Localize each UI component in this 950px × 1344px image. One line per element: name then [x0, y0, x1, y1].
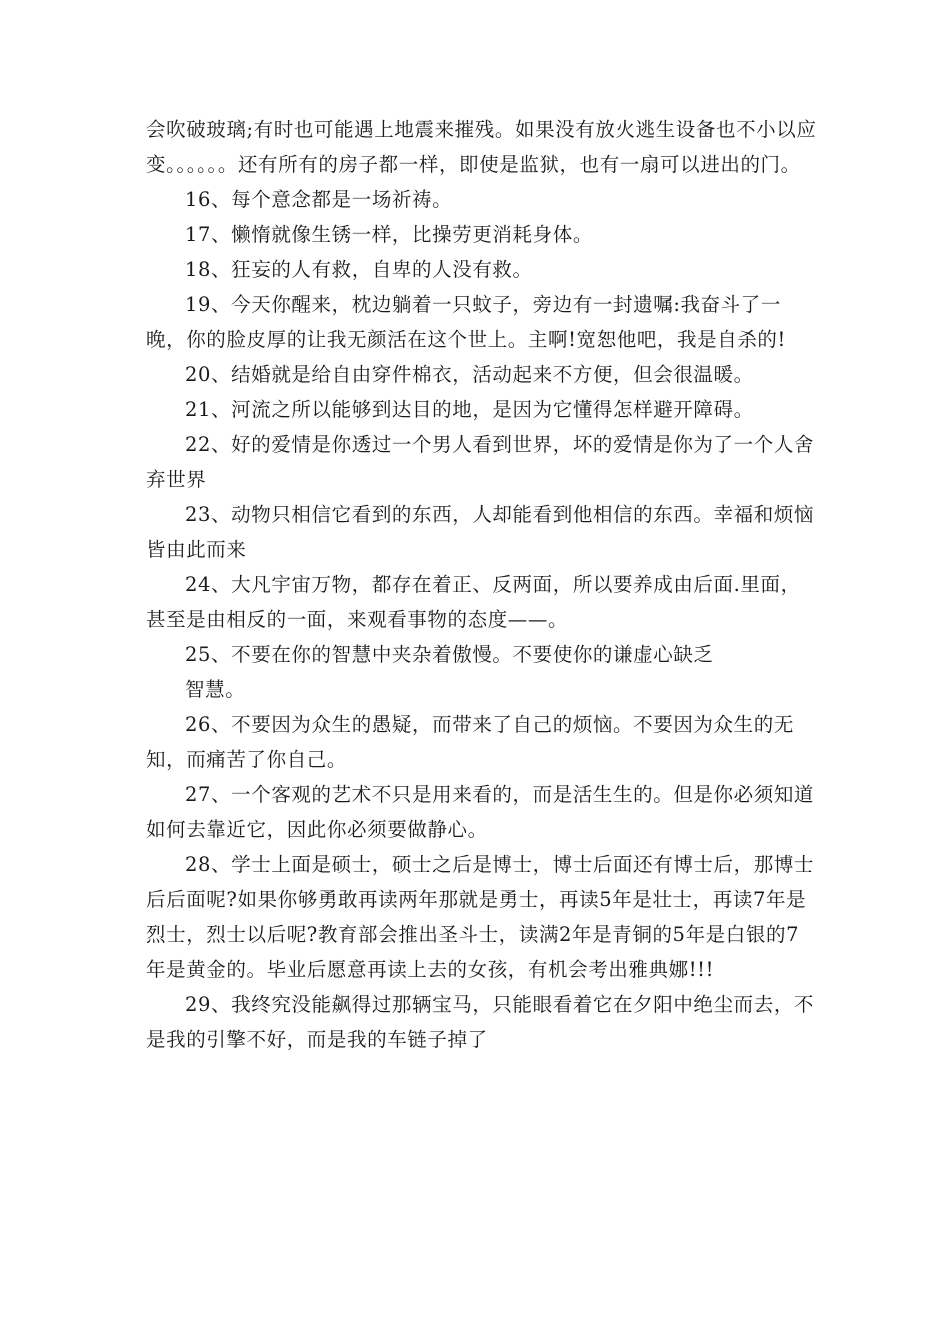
paragraph-continuation: 会吹破玻璃;有时也可能遇上地震来摧残。如果没有放火逃生设备也不小以应变。。。。。。还有所有的房子都一样，即使是监狱，也有一扇可以进出的门。 — [146, 118, 817, 176]
paragraph-27: 27、一个客观的艺术不只是用来看的，而是活生生的。但是你必须知道如何去靠近它，因此你必须要做静心。 — [146, 783, 815, 841]
paragraph-17: 17、懒惰就像生锈一样，比操劳更消耗身体。 — [185, 223, 593, 246]
paragraph-16: 16、每个意念都是一场祈祷。 — [185, 188, 453, 211]
paragraph-20: 20、结婚就是给自由穿件棉衣，活动起来不方便，但会很温暖。 — [185, 363, 754, 386]
paragraph-25: 25、不要在你的智慧中夹杂着傲慢。不要使你的谦虚心缺乏 — [185, 643, 714, 666]
paragraph-28: 28、学士上面是硕士，硕士之后是博士，博士后面还有博士后，那博士后后面呢?如果你够勇敢再读两年那就是勇士，再读5年是壮士，再读7年是烈士，烈士以后呢?教育部会推出圣斗士，读满2年是青铜的5年是白银的7年是黄金的。毕业后愿意再读上去的女孩，有机会考出雅典娜!!! — [146, 853, 815, 981]
paragraph-18: 18、狂妄的人有救，自卑的人没有救。 — [185, 258, 533, 281]
paragraph-22: 22、好的爱情是你透过一个男人看到世界，坏的爱情是你为了一个人舍弃世界 — [146, 433, 815, 491]
paragraph-25-tail: 智慧。 — [185, 678, 246, 701]
paragraph-29: 29、我终究没能飙得过那辆宝马，只能眼看着它在夕阳中绝尘而去，不是我的引擎不好，而是我的车链子掉了 — [146, 993, 815, 1051]
paragraph-21: 21、河流之所以能够到达目的地，是因为它懂得怎样避开障碍。 — [185, 398, 754, 421]
paragraph-23: 23、动物只相信它看到的东西，人却能看到他相信的东西。幸福和烦恼皆由此而来 — [146, 503, 815, 561]
paragraph-26: 26、不要因为众生的愚疑，而带来了自己的烦恼。不要因为众生的无知，而痛苦了你自己。 — [146, 713, 794, 771]
paragraph-19: 19、今天你醒来，枕边躺着一只蚊子，旁边有一封遗嘱:我奋斗了一晚，你的脸皮厚的让我无颜活在这个世上。主啊!宽恕他吧，我是自杀的! — [146, 293, 786, 351]
paragraph-24: 24、大凡宇宙万物，都存在着正、反两面，所以要养成由后面.里面，甚至是由相反的一面，来观看事物的态度——。 — [146, 573, 801, 631]
document-body — [146, 112, 818, 1057]
